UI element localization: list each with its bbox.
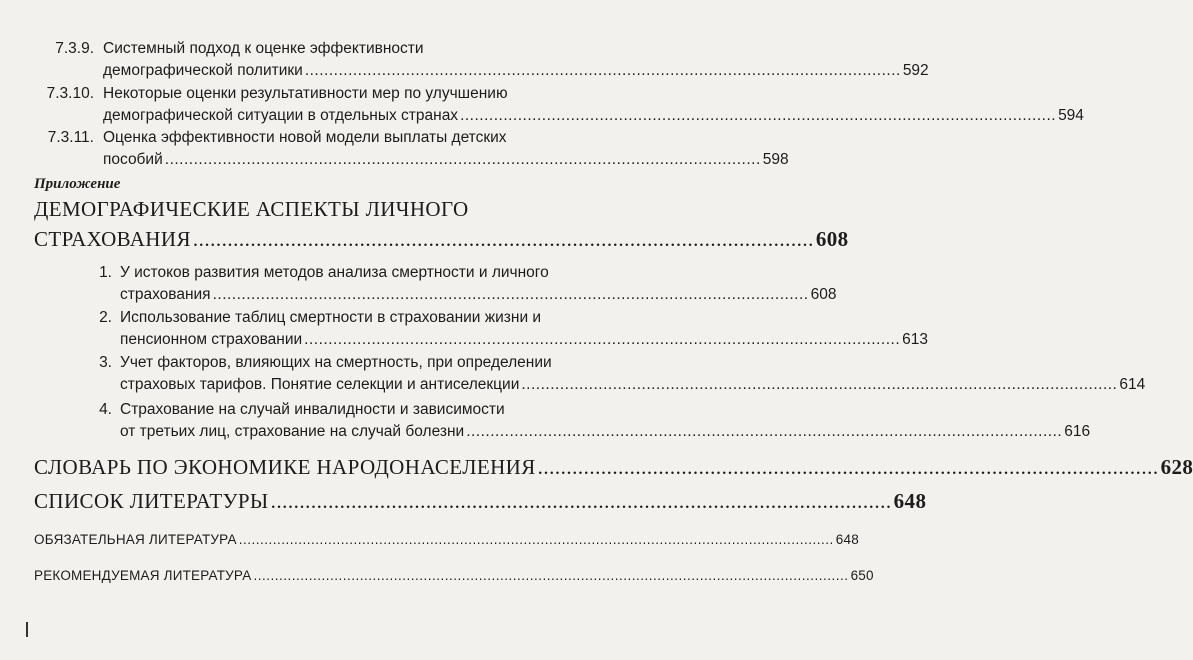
appendix-item-2: [0, 307, 929, 351]
appendix-label: Приложение: [34, 176, 121, 192]
leader-dots: ............................................................................................................................: [304, 62, 901, 79]
item-title: Учет факторов, влияющих на смертность, при определении: [120, 354, 552, 371]
toc-entry-glossary: [34, 452, 1193, 482]
leader-dots: ............................................................................................................................: [460, 107, 1057, 124]
item-page: 608: [810, 286, 837, 303]
bibliography-page: 648: [893, 489, 927, 513]
toc-entry-recommended-literature: [34, 566, 874, 586]
literature-page: 648: [835, 532, 859, 547]
entry-page: 592: [902, 62, 929, 79]
item-page: 614: [1119, 376, 1146, 393]
appendix-item-4: [0, 399, 1091, 443]
glossary-page: 628: [1160, 455, 1193, 479]
glossary-title: СЛОВАРЬ ПО ЭКОНОМИКЕ НАРОДОНАСЕЛЕНИЯ: [34, 455, 536, 479]
entry-title: Некоторые оценки результативности мер по улучшению: [103, 85, 508, 102]
item-number: 3.: [99, 354, 112, 371]
entry-page: 594: [1058, 107, 1084, 124]
literature-title: ОБЯЗАТЕЛЬНАЯ ЛИТЕРАТУРА: [34, 532, 237, 547]
entry-title-cont: демографической ситуации в отдельных странах: [103, 107, 459, 124]
appendix-title: [34, 194, 849, 254]
appendix-title-line1: ДЕМОГРАФИЧЕСКИЕ АСПЕКТЫ ЛИЧНОГО: [34, 197, 469, 221]
toc-entry-bibliography: [34, 486, 927, 516]
leader-dots: ............................................................................................................................: [212, 286, 809, 303]
leader-dots: ............................................................................................................................: [164, 151, 761, 168]
bibliography-title: СПИСОК ЛИТЕРАТУРЫ: [34, 489, 269, 513]
appendix-title-line2: СТРАХОВАНИЯ: [34, 227, 191, 251]
entry-title-cont: демографической политики: [103, 62, 303, 79]
toc-entry-7-3-10: [36, 83, 1084, 127]
item-page: 613: [902, 331, 929, 348]
item-title-cont: пенсионном страховании: [120, 331, 303, 348]
leader-dots: ............................................................................................................................: [521, 376, 1118, 393]
literature-title: РЕКОМЕНДУЕМАЯ ЛИТЕРАТУРА: [34, 568, 252, 583]
entry-number: 7.3.11.: [47, 129, 94, 146]
appendix-page: 608: [815, 227, 849, 251]
entry-title: Оценка эффективности новой модели выплаты детских: [103, 129, 507, 146]
item-page: 616: [1064, 423, 1091, 440]
item-title-cont: от третьих лиц, страхование на случай болезни: [120, 423, 465, 440]
item-title-cont: страховых тарифов. Понятие селекции и антиселекции: [120, 376, 520, 393]
leader-dots: ............................................................................................................: [270, 489, 892, 513]
item-title: Использование таблиц смертности в страховании жизни и: [120, 309, 542, 326]
entry-title: Системный подход к оценке эффективности: [103, 40, 424, 57]
item-number: 1.: [99, 264, 112, 281]
item-number: 4.: [99, 401, 112, 418]
leader-dots: ............................................................................................................................: [466, 423, 1063, 440]
appendix-item-1: [0, 262, 837, 306]
leader-dots: ............................................................................................................: [537, 455, 1159, 479]
appendix-item-3: [0, 352, 1146, 396]
entry-number: 7.3.10.: [46, 85, 94, 102]
item-title: Страхование на случай инвалидности и зависимости: [120, 401, 505, 418]
entry-page: 598: [762, 151, 789, 168]
literature-page: 650: [850, 568, 874, 583]
entry-title-cont: пособий: [103, 151, 163, 168]
leader-dots: ............................................................................................................................................: [253, 568, 849, 583]
entry-number: 7.3.9.: [55, 40, 94, 57]
leader-dots: ............................................................................................................: [192, 227, 814, 251]
leader-dots: ............................................................................................................................................: [238, 532, 834, 547]
margin-mark: [26, 622, 28, 637]
toc-entry-7-3-9: [36, 38, 929, 82]
item-title-cont: страхования: [120, 286, 211, 303]
item-title: У истоков развития методов анализа смертности и личного: [120, 264, 549, 281]
leader-dots: ............................................................................................................................: [304, 331, 901, 348]
toc-entry-7-3-11: [36, 127, 789, 171]
toc-entry-required-literature: [34, 530, 859, 550]
item-number: 2.: [99, 309, 112, 326]
